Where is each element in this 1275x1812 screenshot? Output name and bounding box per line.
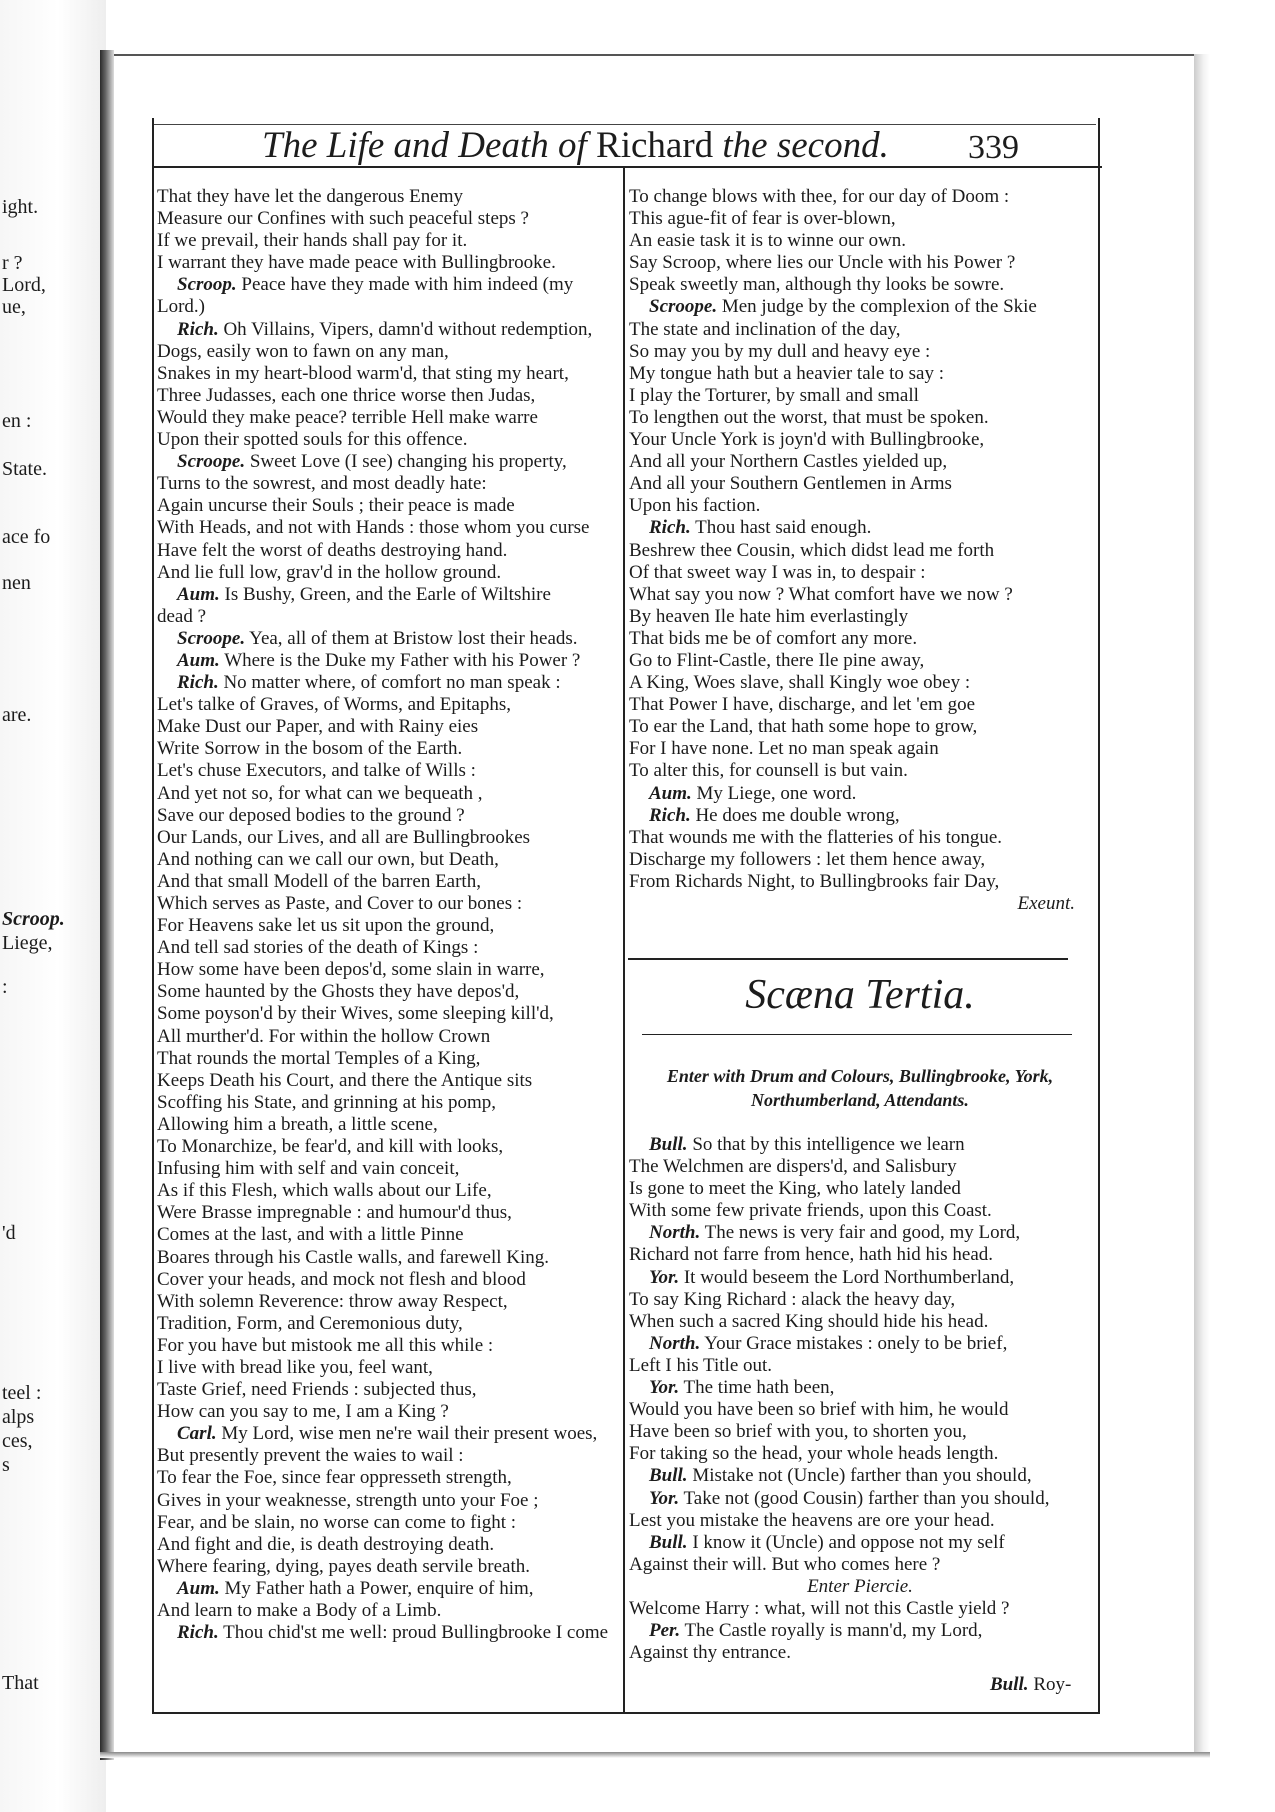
verse-line: So may you by my dull and heavy eye :: [629, 340, 931, 362]
verse-line: Allowing him a breath, a little scene,: [157, 1113, 438, 1135]
verse-line: Carl. My Lord, wise men ne're wail their present woes,: [177, 1423, 598, 1445]
catchword: [990, 1674, 1071, 1696]
verse-line: Comes at the last, and with a little Pinne: [157, 1224, 464, 1246]
verse-line: But presently prevent the waies to wail :: [157, 1445, 464, 1467]
verse-line: Your Uncle York is joyn'd with Bullingbrooke,: [629, 429, 985, 451]
running-title: [262, 124, 902, 168]
verse-line: Of that sweet way I was in, to despair :: [629, 561, 926, 583]
verse-line: By heaven Ile hate him everlastingly: [629, 605, 909, 627]
facing-fragment: ue,: [2, 296, 26, 318]
running-title-name: Richard: [596, 125, 714, 166]
verse-line: Bull. So that by this intelligence we learn: [649, 1134, 965, 1155]
verse-line: A King, Woes slave, shall Kingly woe obey :: [629, 672, 971, 694]
verse-line: Beshrew thee Cousin, which didst lead me forth: [629, 539, 995, 561]
verse-line: Rich. Thou hast said enough.: [649, 517, 872, 539]
verse-line: Speak sweetly man, although thy looks be sowre.: [629, 274, 1005, 296]
verse-line: That wounds me with the flatteries of his tongue.: [629, 826, 1003, 848]
verse-line: For Heavens sake let us sit upon the ground,: [157, 915, 495, 937]
verse-line: And tell sad stories of the death of Kings :: [157, 937, 479, 959]
page-number: 339: [968, 129, 1019, 166]
speaker-prefix: Yor.: [649, 1266, 680, 1288]
running-title-pre: The Life and Death of: [262, 125, 597, 166]
facing-fragment: s: [2, 1454, 10, 1476]
verse-line: Rich. No matter where, of comfort no man speak :: [177, 672, 561, 694]
verse-line: Three Judasses, each one thrice worse then Judas,: [157, 384, 536, 406]
verse-line: Keeps Death his Court, and there the Antique sits: [157, 1069, 533, 1091]
verse-line: I play the Torturer, by small and small: [629, 384, 919, 406]
verse-line: And lie full low, grav'd in the hollow ground.: [157, 561, 502, 583]
verse-line: Some haunted by the Ghosts they have depos'd,: [157, 981, 520, 1003]
facing-fragment: are.: [2, 704, 32, 726]
facing-fragment: 'd: [2, 1222, 16, 1244]
speaker-prefix: Rich.: [177, 672, 219, 694]
facing-fragment: Liege,: [2, 932, 53, 954]
verse-line: Rich. Thou chid'st me well: proud Bullingbrooke I come: [177, 1622, 609, 1644]
facing-fragment: en :: [2, 410, 32, 432]
facing-fragment: ight.: [2, 196, 39, 218]
verse-line: To say King Richard : alack the heavy day,: [629, 1288, 956, 1310]
verse-line: Our Lands, our Lives, and all are Bullingbrookes: [157, 826, 531, 848]
facing-fragment: ace fo: [2, 526, 51, 548]
verse-line: Yor. Take not (good Cousin) farther than you should,: [649, 1487, 1050, 1509]
verse-line: Some poyson'd by their Wives, some sleeping kill'd,: [157, 1003, 554, 1025]
facing-fragment: That: [2, 1672, 39, 1694]
facing-fragment: ces,: [2, 1430, 33, 1452]
left-column: [157, 186, 619, 1644]
verse-line: Lord.): [157, 296, 206, 318]
verse-line: That Power I have, discharge, and let 'em goe: [629, 694, 976, 716]
facing-fragment: teel :: [2, 1382, 42, 1404]
speaker-prefix: Aum.: [177, 649, 220, 671]
verse-line: To fear the Foe, since fear oppresseth strength,: [157, 1467, 512, 1489]
verse-line: Against their will. But who comes here ?: [629, 1553, 941, 1575]
facing-fragment: r ?: [2, 252, 23, 274]
verse-line: Upon their spotted souls for this offence.: [157, 429, 468, 451]
verse-line: All murther'd. For within the hollow Crown: [157, 1025, 491, 1047]
facing-fragment: nen: [2, 572, 31, 594]
verse-line: Go to Flint-Castle, there Ile pine away,: [629, 649, 925, 671]
verse-line: And fight and die, is death destroying death.: [157, 1533, 495, 1555]
verse-line: For taking so the head, your whole heads length.: [629, 1443, 999, 1465]
verse-line: Make Dust our Paper, and with Rainy eies: [157, 716, 479, 738]
verse-line: Per. The Castle royally is mann'd, my Lord,: [649, 1620, 983, 1642]
column-rule: [623, 168, 625, 1712]
verse-line: Bull. I know it (Uncle) and oppose not my self: [649, 1531, 1005, 1553]
verse-line: Would you have been so brief with him, he would: [629, 1399, 1009, 1421]
verse-line: Scroope. Men judge by the complexion of the Skie: [649, 296, 1037, 318]
verse-line: With solemn Reverence: throw away Respect,: [157, 1290, 508, 1312]
verse-line: What say you now ? What comfort have we now ?: [629, 583, 1013, 605]
scene-heading: Scæna Tertia.: [745, 972, 975, 1018]
facing-fragment: Lord,: [2, 274, 46, 296]
verse-line: And yet not so, for what can we bequeath ,: [157, 782, 483, 804]
verse-line: How can you say to me, I am a King ?: [157, 1401, 449, 1423]
verse-line: Is gone to meet the King, who lately landed: [629, 1178, 961, 1200]
verse-line: Richard not farre from hence, hath hid his head.: [629, 1244, 994, 1266]
verse-line: And nothing can we call our own, but Death,: [157, 848, 499, 870]
verse-line: Tradition, Form, and Ceremonious duty,: [157, 1312, 463, 1334]
verse-line: Aum. Is Bushy, Green, and the Earle of Wiltshire: [177, 583, 551, 605]
verse-line: North. The news is very fair and good, my Lord,: [649, 1222, 1021, 1244]
verse-line: Rich. Oh Villains, Vipers, damn'd without redemption,: [177, 318, 593, 340]
verse-line: Say Scroop, where lies our Uncle with his Power ?: [629, 252, 1016, 274]
verse-line: For you have but mistook me all this while :: [157, 1334, 494, 1356]
verse-line: Discharge my followers : let them hence away,: [629, 848, 986, 870]
scene-text-column: [629, 1134, 1091, 1664]
facing-fragment: State.: [2, 458, 47, 480]
speaker-prefix: Bull.: [649, 1465, 688, 1487]
catchword-speaker: Bull.: [990, 1674, 1029, 1695]
verse-line: Let's chuse Executors, and talke of Wills :: [157, 760, 476, 782]
speaker-prefix: Yor.: [649, 1377, 680, 1399]
verse-line: With Heads, and not with Hands : those whom you curse: [157, 517, 590, 539]
verse-line: Again uncurse their Souls ; their peace is made: [157, 495, 515, 517]
verse-line: Scroope. Sweet Love (I see) changing his property,: [177, 451, 567, 473]
verse-line: Write Sorrow in the bosom of the Earth.: [157, 738, 463, 760]
speaker-prefix: Yor.: [649, 1487, 680, 1509]
facing-page-edge: [0, 0, 106, 1812]
verse-line: From Richards Night, to Bullingbrooks fair Day,: [629, 870, 1000, 892]
verse-line: My tongue hath but a heavier tale to say :: [629, 362, 944, 384]
verse-line: Upon his faction.: [629, 495, 761, 517]
verse-line: To change blows with thee, for our day of Doom :: [629, 186, 1010, 207]
speaker-prefix: North.: [649, 1332, 701, 1354]
verse-line: Against thy entrance.: [629, 1642, 791, 1664]
verse-line: The state and inclination of the day,: [629, 318, 901, 340]
speaker-prefix: Rich.: [649, 517, 691, 539]
speaker-prefix: Rich.: [649, 804, 691, 826]
speaker-prefix: Aum.: [177, 583, 220, 605]
verse-line: Were Brasse impregnable : and humour'd thus,: [157, 1202, 512, 1224]
verse-line: Gives in your weaknesse, strength unto your Foe ;: [157, 1489, 539, 1511]
verse-line: Fear, and be slain, no worse can come to fight :: [157, 1511, 517, 1533]
speaker-prefix: Scroope.: [649, 296, 718, 318]
verse-line: That they have let the dangerous Enemy: [157, 186, 464, 207]
verse-line: Aum. Where is the Duke my Father with his Power ?: [177, 649, 581, 671]
verse-line: An easie task it is to winne our own.: [629, 230, 907, 252]
speaker-prefix: Scroop.: [177, 274, 237, 296]
verse-line: Have felt the worst of deaths destroying hand.: [157, 539, 508, 561]
verse-line: Cover your heads, and mock not flesh and blood: [157, 1268, 526, 1290]
speaker-prefix: North.: [649, 1222, 701, 1244]
speaker-prefix: Carl.: [177, 1423, 217, 1445]
catchword-word: Roy-: [1033, 1674, 1072, 1695]
verse-line: Dogs, easily won to fawn on any man,: [157, 340, 449, 362]
verse-line: To lengthen out the worst, that must be spoken.: [629, 406, 989, 428]
verse-line: Scroop. Peace have they made with him indeed (my: [177, 274, 574, 296]
speaker-prefix: Bull.: [649, 1134, 688, 1155]
verse-line: Yor. The time hath been,: [649, 1377, 835, 1399]
page-edge-shadow: [1194, 54, 1210, 1754]
scene-rule-top: [628, 958, 1068, 960]
stage-direction: [629, 1064, 1091, 1112]
verse-line: I live with bread like you, feel want,: [157, 1356, 433, 1378]
verse-line: This ague-fit of fear is over-blown,: [629, 208, 896, 230]
speaker-prefix: Bull.: [649, 1531, 688, 1553]
speaker-prefix: Rich.: [177, 1622, 219, 1644]
verse-line: With some few private friends, upon this Coast.: [629, 1200, 992, 1222]
verse-line: Which serves as Paste, and Cover to our bones :: [157, 893, 523, 914]
verse-line: Lest you mistake the heavens are ore your head.: [629, 1509, 995, 1531]
verse-line: Aum. My Father hath a Power, enquire of him,: [177, 1577, 534, 1599]
speaker-prefix: Per.: [649, 1620, 681, 1642]
verse-line: Snakes in my heart-blood warm'd, that sting my heart,: [157, 362, 569, 384]
verse-line: dead ?: [157, 605, 207, 627]
verse-line: Yor. It would beseem the Lord Northumberland,: [649, 1266, 1015, 1288]
verse-line: Let's talke of Graves, of Worms, and Epitaphs,: [157, 694, 512, 716]
verse-line: Welcome Harry : what, will not this Castle yield ?: [629, 1597, 1010, 1619]
verse-line: And all your Northern Castles yielded up,: [629, 451, 948, 473]
verse-line: Rich. He does me double wrong,: [649, 804, 900, 826]
verse-line: Save our deposed bodies to the ground ?: [157, 804, 465, 826]
right-column: [629, 186, 1091, 915]
running-title-post: the second.: [713, 125, 889, 166]
verse-line: The Welchmen are dispers'd, and Salisbury: [629, 1156, 957, 1178]
verse-line: Turns to the sowrest, and most deadly hate:: [157, 473, 487, 495]
stage-direction-line: Enter with Drum and Colours, Bullingbrooke, York,: [666, 1066, 1054, 1086]
verse-line: Measure our Confines with such peaceful steps ?: [157, 208, 529, 230]
verse-line: And all your Southern Gentlemen in Arms: [629, 473, 952, 495]
verse-line: To ear the Land, that hath some hope to grow,: [629, 716, 978, 738]
verse-line: If we prevail, their hands shall pay for it.: [157, 230, 468, 252]
speaker-prefix: Aum.: [649, 782, 692, 804]
verse-line: Infusing him with self and vain conceit,: [157, 1158, 460, 1180]
verse-line: Bull. Mistake not (Uncle) farther than you should,: [649, 1465, 1032, 1487]
verse-line: Exeunt.: [1017, 893, 1075, 914]
verse-line: That bids me be of comfort any more.: [629, 627, 918, 649]
verse-line: Left I his Title out.: [629, 1354, 773, 1376]
speaker-prefix: Rich.: [177, 318, 219, 340]
verse-line: That rounds the mortal Temples of a King,: [157, 1047, 481, 1069]
page-bottom-shadow: [100, 1752, 1210, 1758]
verse-line: To alter this, for counsell is but vain.: [629, 760, 908, 782]
verse-line: To Monarchize, be fear'd, and kill with looks,: [157, 1136, 504, 1158]
book-gutter: [100, 50, 114, 1760]
scene-rule-bottom: [642, 1034, 1072, 1035]
verse-line: When such a sacred King should hide his head.: [629, 1310, 989, 1332]
verse-line: How some have been depos'd, some slain in warre,: [157, 959, 545, 981]
verse-line: As if this Flesh, which walls about our Life,: [157, 1180, 492, 1202]
verse-line: Taste Grief, need Friends : subjected thus,: [157, 1379, 477, 1401]
verse-line: And learn to make a Body of a Limb.: [157, 1600, 442, 1621]
verse-line: Would they make peace? terrible Hell make warre: [157, 406, 538, 428]
verse-line: Aum. My Liege, one word.: [649, 782, 857, 804]
facing-fragment: alps: [2, 1406, 35, 1428]
verse-line: Scoffing his State, and grinning at his pomp,: [157, 1091, 496, 1113]
verse-line: Scroope. Yea, all of them at Bristow lost their heads.: [177, 627, 578, 649]
verse-line: Have been so brief with you, to shorten you,: [629, 1421, 967, 1443]
verse-line: And that small Modell of the barren Earth,: [157, 870, 481, 892]
speaker-prefix: Aum.: [177, 1577, 220, 1599]
facing-fragment: Scroop.: [2, 908, 65, 930]
facing-fragment: :: [2, 976, 8, 998]
verse-line: For I have none. Let no man speak again: [629, 738, 939, 760]
verse-line: Where fearing, dying, payes death servile breath.: [157, 1555, 530, 1577]
speaker-prefix: Scroope.: [177, 451, 246, 473]
stage-direction-line: Northumberland, Attendants.: [751, 1090, 969, 1110]
verse-line: North. Your Grace mistakes : onely to be brief,: [649, 1332, 1008, 1354]
verse-line: I warrant they have made peace with Bullingbrooke.: [157, 252, 556, 274]
speaker-prefix: Scroope.: [177, 627, 246, 649]
verse-line: Boares through his Castle walls, and farewell King.: [157, 1246, 550, 1268]
verse-line: Enter Piercie.: [807, 1575, 913, 1597]
